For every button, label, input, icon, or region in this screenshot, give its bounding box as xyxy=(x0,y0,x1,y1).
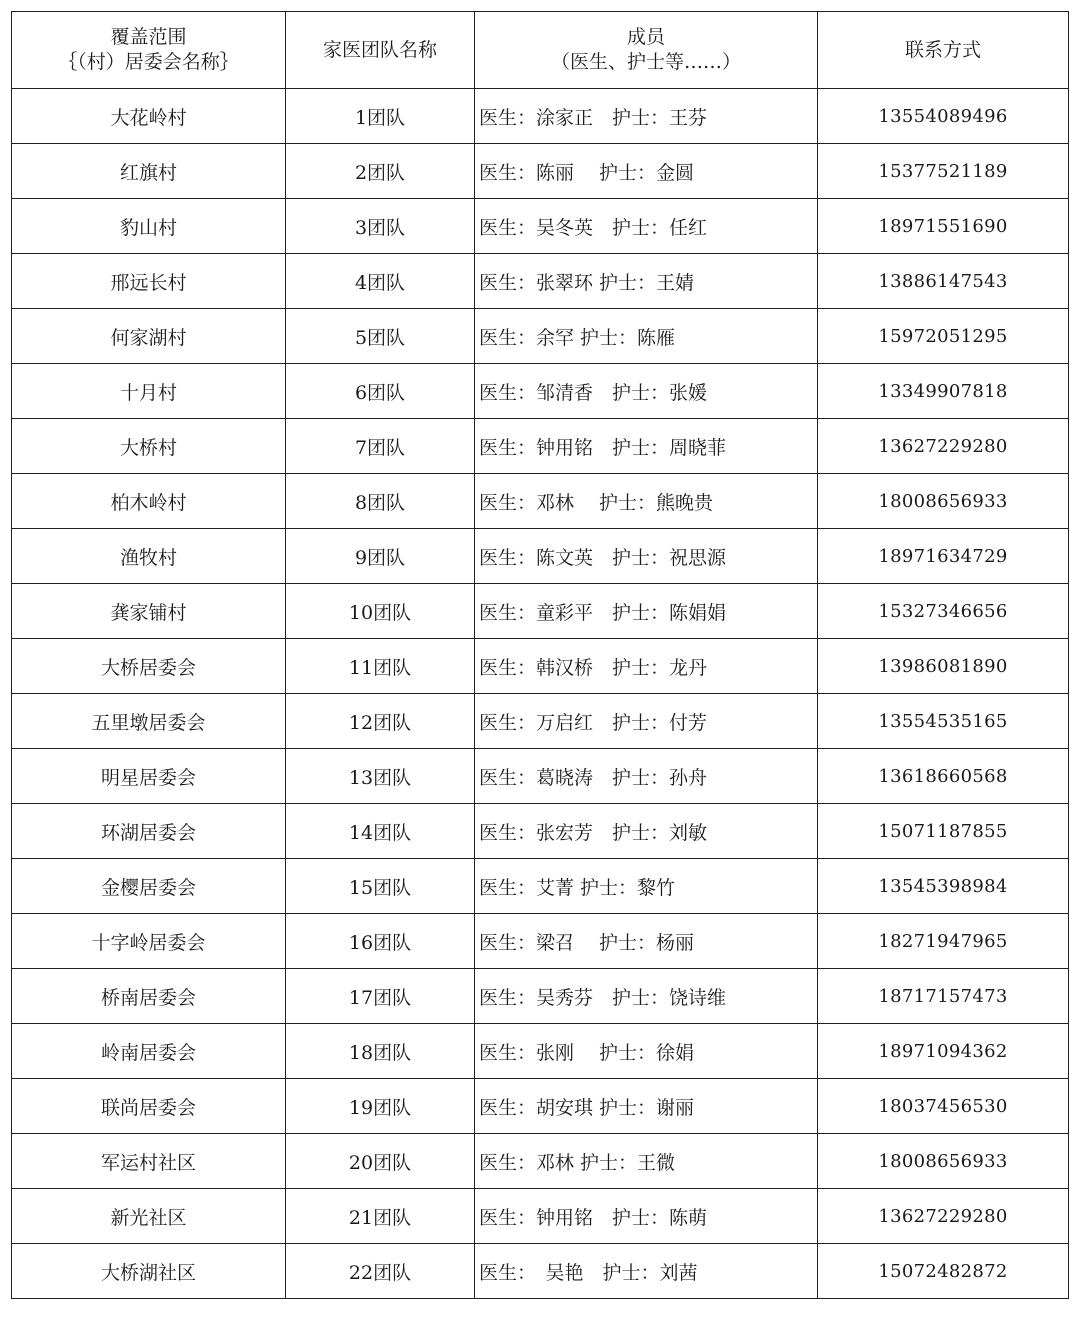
table-row xyxy=(12,804,1069,859)
coverage-area-cell: 邢远长村 xyxy=(12,254,286,309)
table-row xyxy=(12,89,1069,144)
contact-phone-cell: 15377521189 xyxy=(818,144,1069,199)
table-row xyxy=(12,584,1069,639)
coverage-area-cell: 新光社区 xyxy=(12,1189,286,1244)
contact-phone-cell: 13554535165 xyxy=(818,694,1069,749)
members-cell: 医生：胡安琪 护士：谢丽 xyxy=(475,1079,818,1134)
members-cell: 医生：张刚 护士：徐娟 xyxy=(475,1024,818,1079)
members-cell: 医生： 吴艳 护士：刘茜 xyxy=(475,1244,818,1299)
table-header-row xyxy=(12,12,1069,89)
coverage-area-cell: 龚家铺村 xyxy=(12,584,286,639)
members-cell: 医生：张翠环 护士：王婧 xyxy=(475,254,818,309)
team-name-cell: 15团队 xyxy=(286,859,475,914)
table-row xyxy=(12,1244,1069,1299)
team-name-cell: 7团队 xyxy=(286,419,475,474)
table-row xyxy=(12,914,1069,969)
coverage-area-cell: 柏木岭村 xyxy=(12,474,286,529)
team-name-cell: 1团队 xyxy=(286,89,475,144)
coverage-area-cell: 五里墩居委会 xyxy=(12,694,286,749)
table-row xyxy=(12,419,1069,474)
header-coverage-area xyxy=(12,12,286,89)
contact-phone-cell: 18971551690 xyxy=(818,199,1069,254)
table-row xyxy=(12,639,1069,694)
members-cell: 医生：邹清香 护士：张媛 xyxy=(475,364,818,419)
header-contact: 联系方式 xyxy=(818,12,1069,89)
members-cell: 医生：邓林 护士：王微 xyxy=(475,1134,818,1189)
coverage-area-cell: 十月村 xyxy=(12,364,286,419)
team-name-cell: 10团队 xyxy=(286,584,475,639)
contact-phone-cell: 18271947965 xyxy=(818,914,1069,969)
contact-phone-cell: 13886147543 xyxy=(818,254,1069,309)
coverage-area-cell: 大桥湖社区 xyxy=(12,1244,286,1299)
coverage-area-cell: 大花岭村 xyxy=(12,89,286,144)
team-name-cell: 3团队 xyxy=(286,199,475,254)
coverage-area-cell: 桥南居委会 xyxy=(12,969,286,1024)
table-body xyxy=(12,89,1069,1299)
table-row xyxy=(12,1189,1069,1244)
coverage-area-cell: 明星居委会 xyxy=(12,749,286,804)
contact-phone-cell: 18037456530 xyxy=(818,1079,1069,1134)
team-name-cell: 20团队 xyxy=(286,1134,475,1189)
team-name-cell: 9团队 xyxy=(286,529,475,584)
team-name-cell: 12团队 xyxy=(286,694,475,749)
header-team-name: 家医团队名称 xyxy=(286,12,475,89)
family-doctor-team-table xyxy=(11,11,1069,1299)
members-cell: 医生：邓林 护士：熊晚贵 xyxy=(475,474,818,529)
members-cell: 医生：涂家正 护士：王芬 xyxy=(475,89,818,144)
members-cell: 医生：陈文英 护士：祝思源 xyxy=(475,529,818,584)
table-row xyxy=(12,309,1069,364)
team-name-cell: 17团队 xyxy=(286,969,475,1024)
contact-phone-cell: 13349907818 xyxy=(818,364,1069,419)
coverage-area-cell: 环湖居委会 xyxy=(12,804,286,859)
contact-phone-cell: 13554089496 xyxy=(818,89,1069,144)
team-name-cell: 21团队 xyxy=(286,1189,475,1244)
team-name-cell: 19团队 xyxy=(286,1079,475,1134)
coverage-area-cell: 大桥村 xyxy=(12,419,286,474)
table-row xyxy=(12,859,1069,914)
contact-phone-cell: 13545398984 xyxy=(818,859,1069,914)
table-row xyxy=(12,199,1069,254)
table-row xyxy=(12,364,1069,419)
team-name-cell: 16团队 xyxy=(286,914,475,969)
members-cell: 医生：陈丽 护士：金圆 xyxy=(475,144,818,199)
team-name-cell: 5团队 xyxy=(286,309,475,364)
members-cell: 医生：艾菁 护士：黎竹 xyxy=(475,859,818,914)
contact-phone-cell: 13986081890 xyxy=(818,639,1069,694)
table-row xyxy=(12,144,1069,199)
table-row xyxy=(12,529,1069,584)
members-cell: 医生：葛晓涛 护士：孙舟 xyxy=(475,749,818,804)
coverage-area-cell: 豹山村 xyxy=(12,199,286,254)
contact-phone-cell: 18717157473 xyxy=(818,969,1069,1024)
members-cell: 医生：梁召 护士：杨丽 xyxy=(475,914,818,969)
team-name-cell: 2团队 xyxy=(286,144,475,199)
coverage-area-cell: 十字岭居委会 xyxy=(12,914,286,969)
header-coverage-line2: ｛（村）居委会名称｝ xyxy=(58,51,239,73)
table-row xyxy=(12,694,1069,749)
table-row xyxy=(12,749,1069,804)
members-cell: 医生：吴秀芬 护士：饶诗维 xyxy=(475,969,818,1024)
team-name-cell: 11团队 xyxy=(286,639,475,694)
team-name-cell: 4团队 xyxy=(286,254,475,309)
members-cell: 医生：万启红 护士：付芳 xyxy=(475,694,818,749)
table-row xyxy=(12,1079,1069,1134)
members-cell: 医生：钟用铭 护士：周晓菲 xyxy=(475,419,818,474)
contact-phone-cell: 15071187855 xyxy=(818,804,1069,859)
coverage-area-cell: 联尚居委会 xyxy=(12,1079,286,1134)
header-members xyxy=(475,12,818,89)
table-row xyxy=(12,474,1069,529)
coverage-area-cell: 大桥居委会 xyxy=(12,639,286,694)
header-coverage-line1: 覆盖范围 xyxy=(110,26,187,48)
team-name-cell: 18团队 xyxy=(286,1024,475,1079)
family-doctor-team-table-container xyxy=(11,11,1069,1299)
team-name-cell: 8团队 xyxy=(286,474,475,529)
table-row xyxy=(12,1024,1069,1079)
coverage-area-cell: 岭南居委会 xyxy=(12,1024,286,1079)
coverage-area-cell: 金樱居委会 xyxy=(12,859,286,914)
contact-phone-cell: 18971634729 xyxy=(818,529,1069,584)
contact-phone-cell: 15972051295 xyxy=(818,309,1069,364)
members-cell: 医生：余罕 护士：陈雁 xyxy=(475,309,818,364)
team-name-cell: 6团队 xyxy=(286,364,475,419)
table-row xyxy=(12,254,1069,309)
contact-phone-cell: 13627229280 xyxy=(818,1189,1069,1244)
contact-phone-cell: 13627229280 xyxy=(818,419,1069,474)
contact-phone-cell: 15072482872 xyxy=(818,1244,1069,1299)
coverage-area-cell: 红旗村 xyxy=(12,144,286,199)
table-row xyxy=(12,969,1069,1024)
contact-phone-cell: 18008656933 xyxy=(818,474,1069,529)
coverage-area-cell: 渔牧村 xyxy=(12,529,286,584)
contact-phone-cell: 18008656933 xyxy=(818,1134,1069,1189)
team-name-cell: 13团队 xyxy=(286,749,475,804)
contact-phone-cell: 13618660568 xyxy=(818,749,1069,804)
header-members-line1: 成员 xyxy=(626,26,665,48)
members-cell: 医生：钟用铭 护士：陈萌 xyxy=(475,1189,818,1244)
contact-phone-cell: 18971094362 xyxy=(818,1024,1069,1079)
header-members-line2: （医生、护士等……） xyxy=(550,51,741,73)
coverage-area-cell: 何家湖村 xyxy=(12,309,286,364)
members-cell: 医生：童彩平 护士：陈娟娟 xyxy=(475,584,818,639)
table-row xyxy=(12,1134,1069,1189)
members-cell: 医生：吴冬英 护士：任红 xyxy=(475,199,818,254)
team-name-cell: 14团队 xyxy=(286,804,475,859)
contact-phone-cell: 15327346656 xyxy=(818,584,1069,639)
team-name-cell: 22团队 xyxy=(286,1244,475,1299)
members-cell: 医生：张宏芳 护士：刘敏 xyxy=(475,804,818,859)
members-cell: 医生：韩汉桥 护士：龙丹 xyxy=(475,639,818,694)
coverage-area-cell: 军运村社区 xyxy=(12,1134,286,1189)
